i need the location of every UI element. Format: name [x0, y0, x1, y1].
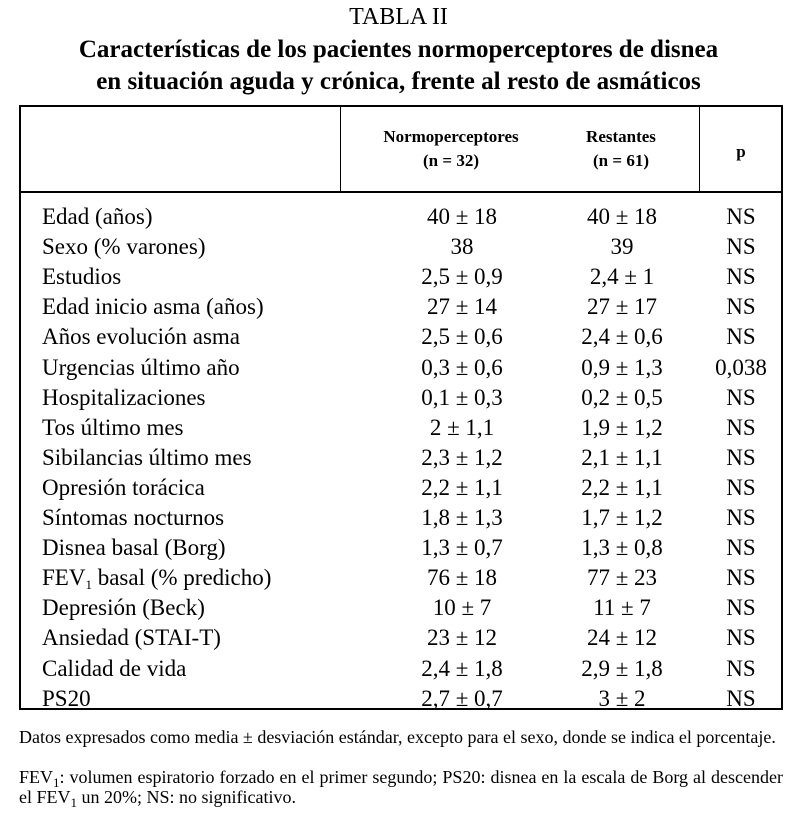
row-label: PS20 [42, 685, 91, 711]
normoperceptores-value: 76 ± 18 [426, 565, 498, 591]
p-value: NS [726, 474, 756, 500]
normoperceptores-value: 38 [450, 234, 474, 260]
restantes-value: 24 ± 12 [586, 625, 658, 651]
restantes-value: 1,7 ± 1,2 [581, 505, 663, 530]
table-row [21, 443, 781, 473]
restantes-value: 2,4 ± 0,6 [581, 324, 663, 350]
normoperceptores-value: 1,3 ± 0,7 [421, 535, 503, 561]
header-divider [699, 107, 700, 191]
row-label: Calidad de vida [42, 655, 187, 681]
normoperceptores-value: 27 ± 14 [426, 294, 498, 320]
restantes-value: 3 ± 2 [598, 685, 646, 711]
table-row [21, 473, 781, 503]
restantes-value: 77 ± 23 [586, 565, 658, 591]
p-value: NS [726, 685, 756, 711]
footnote-1: Datos expresados como media ± desviación estándar, excepto para el sexo, donde se indica el porcentaje. [19, 727, 776, 747]
normoperceptores-value: 2 ± 1,1 [429, 414, 495, 440]
row-label: Sexo (% varones) [42, 234, 206, 260]
p-value: NS [726, 204, 756, 229]
restantes-value: 40 ± 18 [586, 204, 658, 229]
p-value: NS [726, 655, 756, 681]
p-value: NS [726, 234, 756, 260]
row-label: Tos último mes [42, 414, 184, 440]
row-label: Disnea basal (Borg) [42, 535, 226, 561]
p-value: NS [726, 324, 756, 350]
table-row [21, 503, 781, 533]
table-row [21, 563, 781, 593]
restantes-value: 2,9 ± 1,8 [581, 655, 663, 681]
row-label: Opresión torácica [42, 474, 205, 500]
table-row [21, 593, 781, 623]
p-value: 0,038 [715, 354, 767, 380]
row-label: Edad inicio asma (años) [42, 294, 264, 320]
p-value: NS [726, 444, 756, 470]
restantes-value: 11 ± 7 [593, 595, 651, 621]
table-row [21, 383, 781, 413]
normoperceptores-value: 40 ± 18 [426, 204, 498, 229]
restantes-value: 1,3 ± 0,8 [581, 535, 663, 561]
header-separator [21, 191, 781, 193]
normoperceptores-value: 2,3 ± 1,2 [421, 444, 503, 470]
restantes-value: 2,4 ± 1 [589, 264, 655, 290]
restantes-value: 2,1 ± 1,1 [581, 444, 663, 470]
normoperceptores-value: 2,2 ± 1,1 [421, 474, 503, 500]
p-value: NS [726, 625, 756, 651]
column-header-restantes: Restantes (n = 61) [586, 127, 656, 170]
restantes-value: 1,9 ± 1,2 [581, 414, 663, 440]
row-label: Sibilancias último mes [42, 444, 252, 470]
p-value: NS [726, 595, 756, 621]
restantes-value: 27 ± 17 [586, 294, 658, 320]
column-header-normoperceptores: Normoperceptores (n = 32) [383, 127, 519, 170]
row-label: $FEV_1$ basal (% predicho) [42, 565, 272, 593]
restantes-value: 2,2 ± 1,1 [581, 474, 663, 500]
table-row [21, 322, 781, 352]
p-value: NS [726, 294, 756, 320]
row-label: Hospitalizaciones [42, 384, 206, 410]
row-label: Síntomas nocturnos [42, 505, 225, 530]
row-label: Urgencias último año [42, 354, 240, 380]
p-value: NS [726, 535, 756, 561]
row-label: Estudios [42, 264, 122, 290]
table-row [21, 292, 781, 322]
normoperceptores-value: 0,3 ± 0,6 [421, 354, 503, 380]
footnote-2: $FEV_1$: volumen espiratorio forzado en el primer segundo; PS20: disnea en la escala de Borg al descender el $FEV_1$ un 20%; NS: no significativo. [19, 767, 783, 810]
table-row [21, 353, 781, 383]
data-table [19, 105, 783, 710]
p-value: NS [726, 565, 756, 591]
table-row [21, 413, 781, 443]
normoperceptores-value: 23 ± 12 [426, 625, 498, 651]
normoperceptores-value: 0,1 ± 0,3 [421, 384, 503, 410]
restantes-value: 0,2 ± 0,5 [581, 384, 663, 410]
p-value: NS [726, 505, 756, 530]
table-row [21, 232, 781, 262]
table-row [21, 654, 781, 684]
caption-line-1: Características de los pacientes normoperceptores de disnea [78, 36, 719, 63]
normoperceptores-value: 10 ± 7 [432, 595, 492, 621]
normoperceptores-value: 2,5 ± 0,9 [421, 264, 503, 290]
normoperceptores-value: 2,5 ± 0,6 [421, 324, 503, 350]
p-value: NS [726, 384, 756, 410]
row-label: Depresión (Beck) [42, 595, 205, 621]
p-value: NS [726, 414, 756, 440]
column-header-p: p [736, 142, 746, 161]
normoperceptores-value: 2,7 ± 0,7 [421, 685, 503, 711]
table-row [21, 684, 781, 714]
restantes-value: 0,9 ± 1,3 [581, 354, 663, 380]
table-number: TABLA II [349, 4, 448, 30]
normoperceptores-value: 2,4 ± 1,8 [421, 655, 503, 681]
restantes-value: 39 [610, 234, 634, 260]
row-label: Ansiedad (STAI-T) [42, 625, 221, 651]
table-row [21, 202, 781, 232]
row-label: Edad (años) [42, 204, 153, 229]
caption-line-2: en situación aguda y crónica, frente al resto de asmáticos [96, 68, 701, 95]
row-label: Años evolución asma [42, 324, 241, 350]
table-row [21, 623, 781, 653]
p-value: NS [726, 264, 756, 290]
table-row [21, 262, 781, 292]
table-row [21, 533, 781, 563]
normoperceptores-value: 1,8 ± 1,3 [421, 505, 503, 530]
